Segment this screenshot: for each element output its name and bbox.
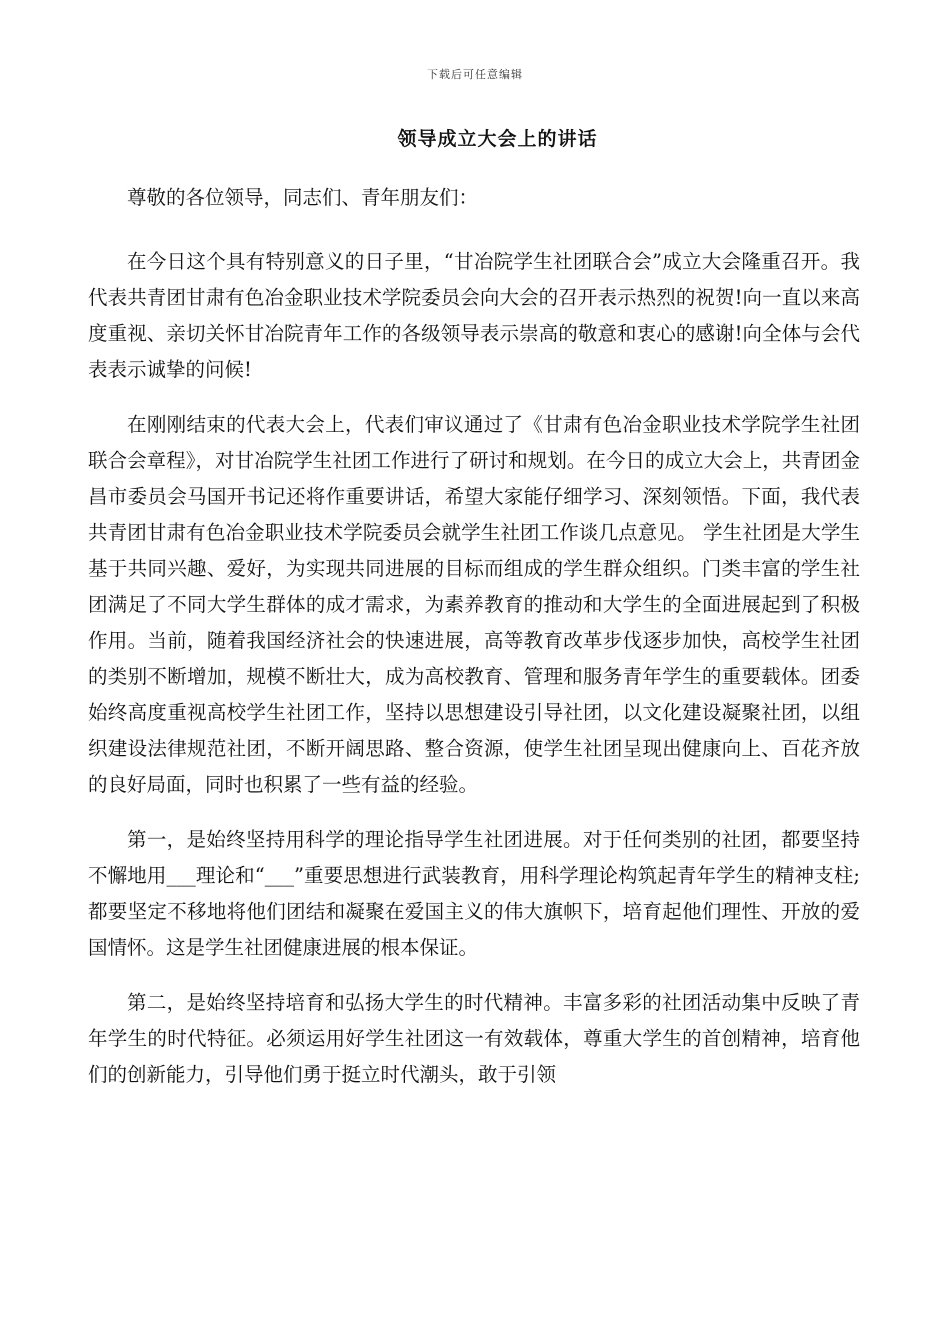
paragraph: 第一，是始终坚持用科学的理论指导学生社团进展。对于任何类别的社团，都要坚持不懈地用___理论和“___”重要思想进行武装教育，用科学理论构筑起青年学生的精神支柱;都要坚定不移地将他们团结和凝聚在爱国主义的伟大旗帜下，培育起他们理性、开放的爱国情怀。这是学生社团健康进展的根本保证。: [88, 828, 860, 959]
paragraph: 在今日这个具有特别意义的日子里，“甘冶院学生社团联合会”成立大会隆重召开。我代表共青团甘肃有色冶金职业技术学院委员会向大会的召开表示热烈的祝贺!向一直以来高度重视、亲切关怀甘冶院青年工作的各级领导表示崇高的敬意和衷心的感谢!向全体与会代表表示诚挚的问候!: [88, 250, 860, 381]
document-title: 领导成立大会上的讲话: [397, 128, 598, 150]
document-body: [88, 180, 860, 1112]
header-note: 下载后可任意编辑: [427, 68, 523, 81]
paragraph: 在刚刚结束的代表大会上，代表们审议通过了《甘肃有色冶金职业技术学院学生社团联合会章程》，对甘冶院学生社团工作进行了研讨和规划。在今日的成立大会上，共青团金昌市委员会马国开书记还将作重要讲话，希望大家能仔细学习、深刻领悟。下面，我代表共青团甘肃有色冶金职业技术学院委员会就学生社团工作谈几点意见。 学生社团是大学生基于共同兴趣、爱好，为实现共同进展的目标而组成的学生群众组织。门类丰富的学生社团满足了不同大学生群体的成才需求，为素养教育的推动和大学生的全面进展起到了积极作用。当前，随着我国经济社会的快速进展，高等教育改革步伐逐步加快，高校学生社团的类别不断增加，规模不断壮大，成为高校教育、管理和服务青年学生的重要载体。团委始终高度重视高校学生社团工作，坚持以思想建设引导社团，以文化建设凝聚社团，以组织建设法律规范社团，不断开阔思路、整合资源，使学生社团呈现出健康向上、百花齐放的良好局面，同时也积累了一些有益的经验。: [88, 413, 860, 796]
paragraph: 第二，是始终坚持培育和弘扬大学生的时代精神。丰富多彩的社团活动集中反映了青年学生的时代特征。必须运用好学生社团这一有效载体，尊重大学生的首创精神，培育他们的创新能力，引导他们勇于挺立时代潮头，敢于引领: [88, 991, 860, 1086]
salutation: 尊敬的各位领导，同志们、青年朋友们：: [127, 186, 479, 209]
